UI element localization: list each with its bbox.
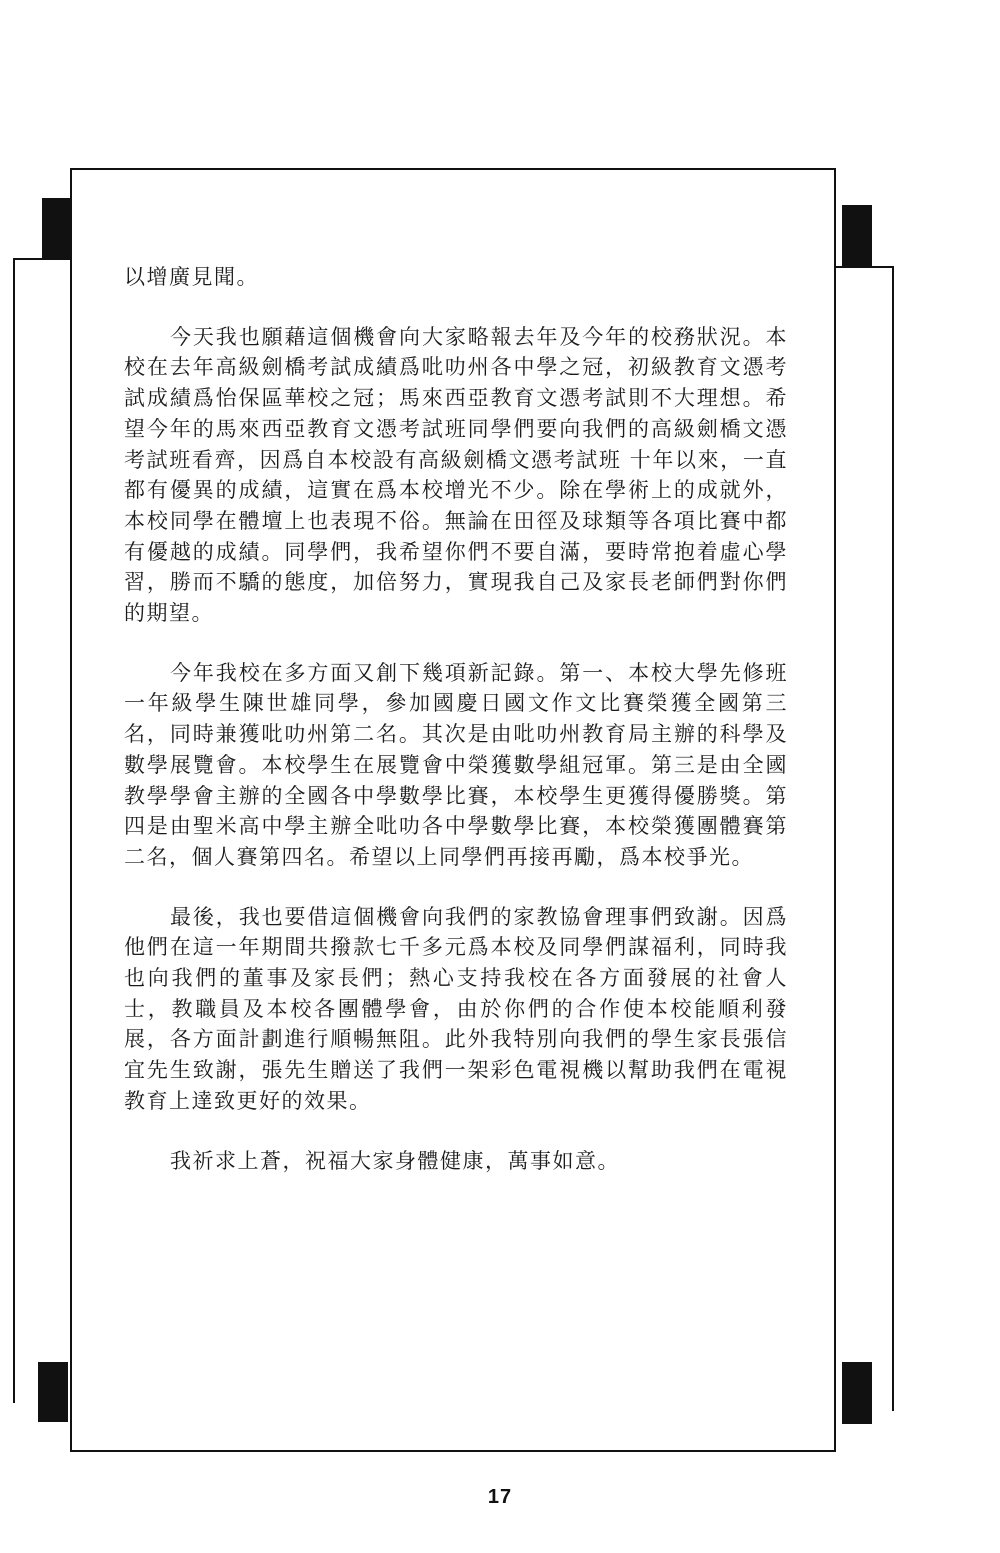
- frame-tab-bottom-right: [842, 1362, 872, 1424]
- frame-tab-top-right: [842, 205, 872, 267]
- frame-left-outer-rule: [13, 258, 15, 1403]
- frame-tab-bottom-left: [38, 1362, 68, 1422]
- frame-right-outer-rule: [892, 266, 894, 1411]
- frame-tab-top-left: [42, 198, 72, 260]
- paragraph-blessing: 我祈求上蒼，祝福大家身體健康，萬事如意。: [170, 1148, 620, 1173]
- paragraph-continued: 以增廣見聞。: [124, 265, 259, 289]
- page-number: 17: [487, 1486, 513, 1508]
- frame-left-outer-top-rule: [13, 258, 71, 260]
- paragraph-new-records: 今年我校在多方面又創下幾項新記錄。第一、本校大學先修班一年級學生陳世雄同學，參加國慶日國文作文比賽榮獲全國第三名，同時兼獲吡叻州第二名。其次是由吡叻州教育局主辦的科學及數學展覽會。本校學生在展覽會中榮獲數學組冠軍。第三是由全國教學學會主辦的全國各中學數學比賽，本校學生更獲得優勝獎。第四是由聖米高中學主辦全吡叻各中學數學比賽，本校榮獲團體賽第二名，個人賽第四名。希望以上同學們再接再勵，爲本校爭光。: [124, 660, 788, 869]
- paragraph-acknowledgements: 最後，我也要借這個機會向我們的家教協會理事們致謝。因爲他們在這一年期間共撥款七千多元爲本校及同學們謀福利，同時我也向我們的董事及家長們；熱心支持我校在各方面發展的社會人士，教職員及本校各團體學會，由於你們的合作使本校能順利發展，各方面計劃進行順暢無阻。此外我特別向我們的學生家長張信宜先生致謝，張先生贈送了我們一架彩色電視機以幫助我們在電視教育上達致更好的效果。: [124, 904, 788, 1113]
- frame-right-outer-top-rule: [836, 266, 894, 268]
- paragraph-school-affairs: 今天我也願藉這個機會向大家略報去年及今年的校務狀況。本校在去年高級劍橋考試成績爲吡叻州各中學之冠，初級教育文憑考試成績爲怡保區華校之冠；馬來西亞教育文憑考試則不大理想。希望今年的馬來西亞教育文憑考試班同學們要向我們的高級劍橋文憑考試班看齊，因爲自本校設有高級劍橋文憑考試班 十年以來，一直都有優異的成績，這實在爲本校增光不少。除在學術上的成就外，本校同學在體壇上也表現不俗。無論在田徑及球類等各項比賽中都有優越的成績。同學們，我希望你們不要自滿，要時常抱着虛心學習，勝而不驕的態度，加倍努力，實現我自己及家長老師們對你們的期望。: [124, 324, 788, 626]
- document-body: [124, 262, 788, 1176]
